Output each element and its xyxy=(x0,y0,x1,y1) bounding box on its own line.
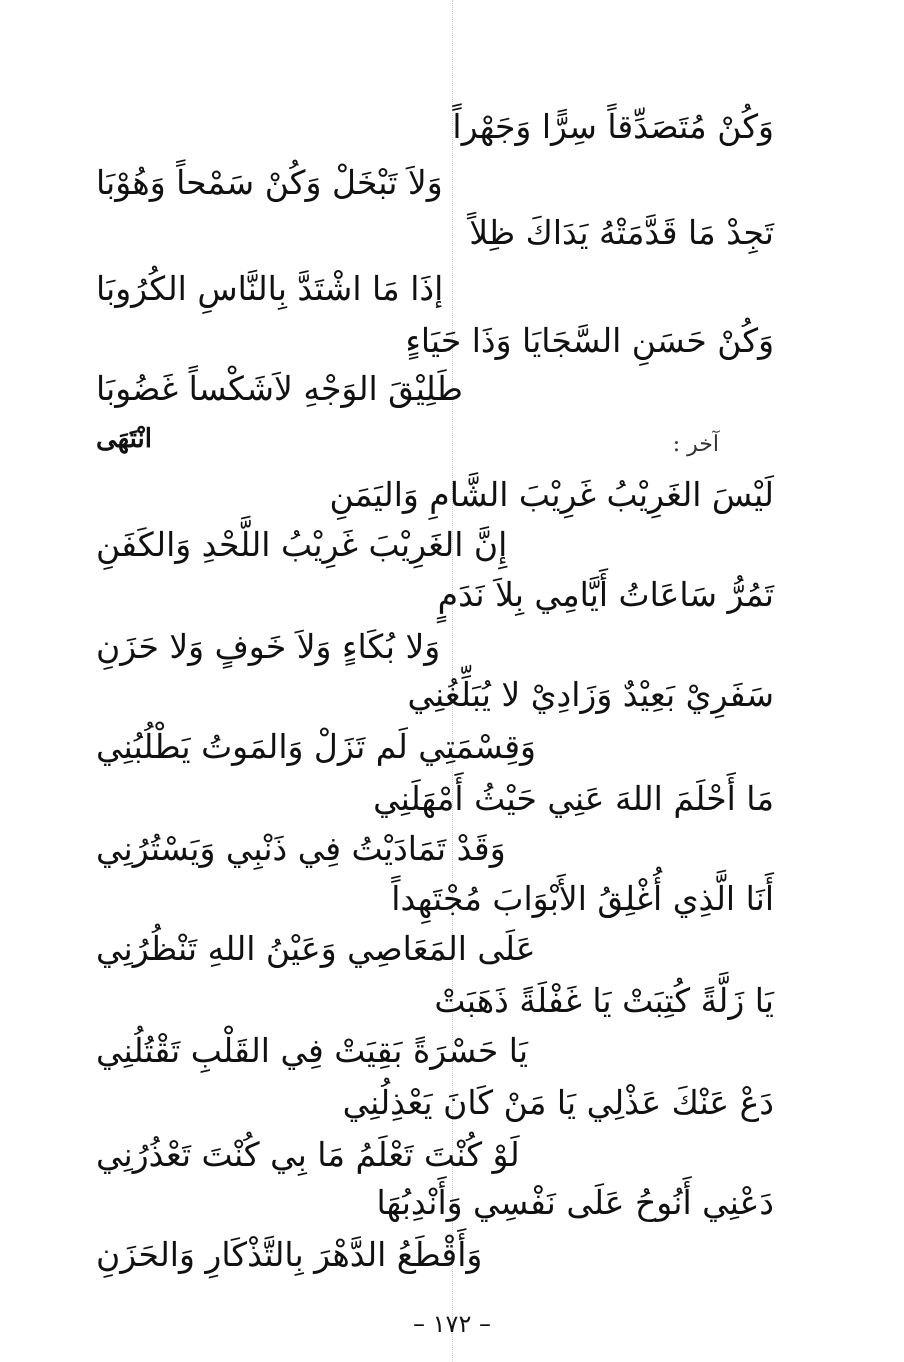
poem2-verse-8: وَقَدْ تَمَادَيْتُ فِي ذَنْبِي وَيَسْتُرُنِي xyxy=(96,829,506,868)
poem1-verse-2: وَلاَ تَبْخَلْ وَكُنْ سَمْحاً وَهُوْبَا xyxy=(96,163,443,202)
poem2-verse-15: دَعْنِي أَنُوحُ عَلَى نَفْسِي وَأَنْدِبُهَا xyxy=(376,1183,774,1222)
poem2-verse-13: دَعْ عَنْكَ عَذْلِي يَا مَنْ كَانَ يَعْذِلُنِي xyxy=(342,1083,774,1122)
poem2-verse-5: سَفَرِيْ بَعِيْدٌ وَزَادِيْ لا يُبَلِّغُنِي xyxy=(407,675,774,714)
poem2-verse-7: مَا أَحْلَمَ اللهَ عَنِي حَيْثُ أَمْهَلَنِي xyxy=(373,779,774,818)
page-number: – ١٧٢ – xyxy=(413,1310,491,1338)
poem1-verse-1: وَكُنْ مُتَصَدِّقاً سِرًّا وَجَهْراً xyxy=(452,107,774,146)
poem2-verse-3: تَمُرُّ سَاعَاتُ أَيَّامِي بِلاَ نَدَمٍ xyxy=(437,575,774,614)
poem2-verse-6: وَقِسْمَتِي لَم تَزَلْ وَالمَوتُ يَطْلُبُنِي xyxy=(96,727,536,766)
poem1-verse-6: طَلِيْقَ الوَجْهِ لاَشَكْساً غَضُوبَا xyxy=(96,369,463,408)
poem1-verse-3: تَجِدْ مَا قَدَّمَتْهُ يَدَاكَ ظِلاً xyxy=(469,213,774,252)
poem2-verse-4: وَلا بُكَاءٍ وَلاَ خَوفٍ وَلا حَزَنِ xyxy=(96,627,441,666)
poem2-verse-10: عَلَى المَعَاصِي وَعَيْنُ اللهِ تَنْظُرُنِي xyxy=(96,929,536,968)
poem2-verse-2: إِنَّ الغَرِيْبَ غَرِيْبُ اللَّحْدِ وَالكَفَنِ xyxy=(96,525,508,564)
end-marker: انْتَهَى xyxy=(96,424,152,454)
poem2-verse-12: يَا حَسْرَةً بَقِيَتْ فِي القَلْبِ تَقْتُلُنِي xyxy=(96,1031,529,1070)
section-label: آخر : xyxy=(672,432,719,457)
poem2-verse-16: وَأَقْطَعُ الدَّهْرَ بِالتَّذْكَارِ وَالحَزَنِ xyxy=(96,1235,483,1274)
poem2-verse-14: لَوْ كُنْتَ تَعْلَمُ مَا بِي كُنْتَ تَعْذُرُنِي xyxy=(96,1135,520,1174)
poem2-verse-1: لَيْسَ الغَرِيْبُ غَرِيْبَ الشَّامِ وَاليَمَنِ xyxy=(329,475,774,514)
poem1-verse-4: إذَا مَا اشْتَدَّ بِالنَّاسِ الكُرُوبَا xyxy=(96,269,444,308)
poem2-verse-11: يَا زَلَّةً كُتِبَتْ يَا غَفْلَةً ذَهَبَتْ xyxy=(434,981,774,1020)
poem1-verse-5: وَكُنْ حَسَنِ السَّجَايَا وَذَا حَيَاءٍ xyxy=(405,321,774,360)
poem2-verse-9: أَنَا الَّذِي أُغْلِقُ الأَبْوَابَ مُجْتَهِداً xyxy=(391,879,774,918)
